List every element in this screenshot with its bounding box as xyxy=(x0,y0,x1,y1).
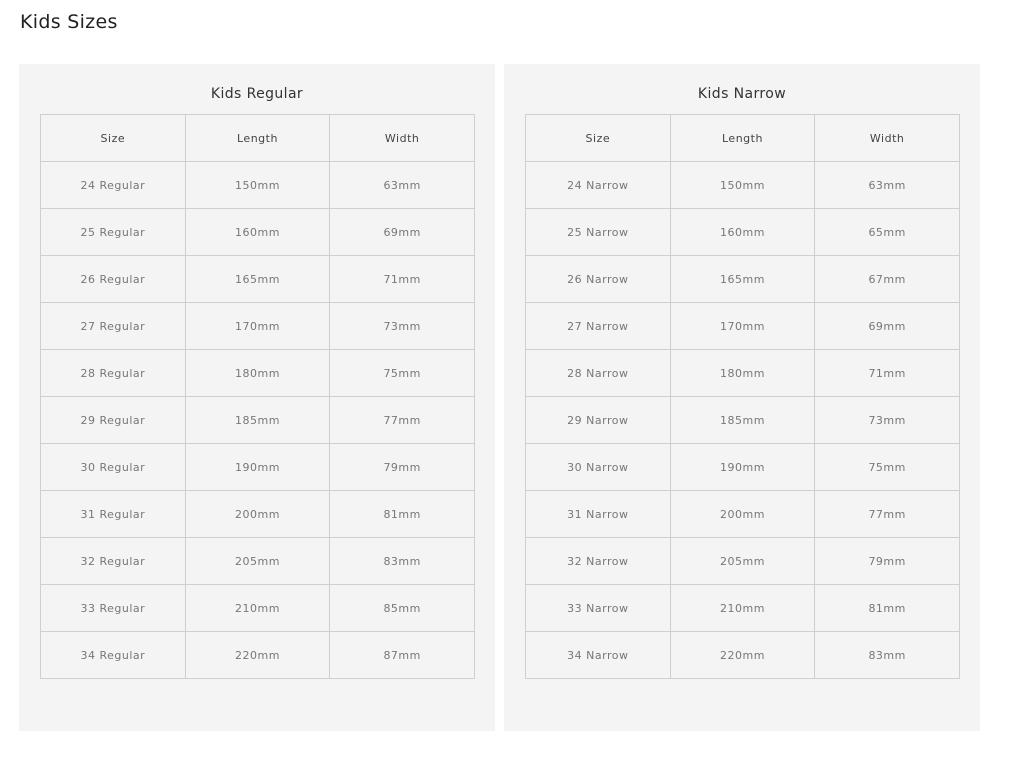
cell-width: 77mm xyxy=(815,491,960,538)
table-row xyxy=(41,303,475,350)
cell-length: 150mm xyxy=(670,162,815,209)
cell-width: 83mm xyxy=(815,632,960,679)
table-header-row xyxy=(526,115,960,162)
cell-length: 210mm xyxy=(670,585,815,632)
cell-width: 67mm xyxy=(815,256,960,303)
cell-length: 165mm xyxy=(185,256,330,303)
cell-size: 32 Narrow xyxy=(526,538,671,585)
cell-width: 71mm xyxy=(330,256,475,303)
table-row xyxy=(41,256,475,303)
table-row xyxy=(526,256,960,303)
kids-narrow-panel xyxy=(504,64,980,731)
table-row xyxy=(526,397,960,444)
cell-size: 26 Narrow xyxy=(526,256,671,303)
kids-regular-table xyxy=(40,114,475,679)
cell-size: 27 Narrow xyxy=(526,303,671,350)
cell-length: 190mm xyxy=(185,444,330,491)
cell-width: 65mm xyxy=(815,209,960,256)
cell-size: 34 Regular xyxy=(41,632,186,679)
cell-size: 32 Regular xyxy=(41,538,186,585)
cell-size: 31 Regular xyxy=(41,491,186,538)
cell-size: 24 Regular xyxy=(41,162,186,209)
cell-width: 81mm xyxy=(815,585,960,632)
cell-length: 185mm xyxy=(185,397,330,444)
table-row xyxy=(41,209,475,256)
column-header-size: Size xyxy=(41,115,186,162)
table-row xyxy=(41,538,475,585)
cell-width: 63mm xyxy=(815,162,960,209)
cell-width: 85mm xyxy=(330,585,475,632)
table-header-row xyxy=(41,115,475,162)
cell-length: 180mm xyxy=(185,350,330,397)
cell-width: 81mm xyxy=(330,491,475,538)
cell-width: 73mm xyxy=(330,303,475,350)
cell-length: 150mm xyxy=(185,162,330,209)
cell-size: 30 Regular xyxy=(41,444,186,491)
kids-narrow-title: Kids Narrow xyxy=(697,86,787,102)
cell-width: 63mm xyxy=(330,162,475,209)
kids-regular-title: Kids Regular xyxy=(210,86,304,102)
cell-size: 28 Regular xyxy=(41,350,186,397)
cell-width: 77mm xyxy=(330,397,475,444)
table-row xyxy=(526,350,960,397)
column-header-width: Width xyxy=(330,115,475,162)
table-row xyxy=(526,444,960,491)
cell-length: 220mm xyxy=(670,632,815,679)
cell-length: 200mm xyxy=(670,491,815,538)
cell-width: 69mm xyxy=(815,303,960,350)
cell-length: 160mm xyxy=(670,209,815,256)
table-row xyxy=(41,491,475,538)
cell-length: 200mm xyxy=(185,491,330,538)
cell-length: 170mm xyxy=(185,303,330,350)
cell-size: 26 Regular xyxy=(41,256,186,303)
column-header-width: Width xyxy=(815,115,960,162)
cell-size: 31 Narrow xyxy=(526,491,671,538)
cell-length: 165mm xyxy=(670,256,815,303)
cell-size: 33 Regular xyxy=(41,585,186,632)
cell-length: 190mm xyxy=(670,444,815,491)
cell-size: 24 Narrow xyxy=(526,162,671,209)
page-title: Kids Sizes xyxy=(20,11,118,33)
cell-length: 205mm xyxy=(185,538,330,585)
cell-width: 83mm xyxy=(330,538,475,585)
cell-size: 34 Narrow xyxy=(526,632,671,679)
table-row xyxy=(526,303,960,350)
table-row xyxy=(526,632,960,679)
table-row xyxy=(41,162,475,209)
kids-narrow-table xyxy=(525,114,960,679)
kids-regular-panel xyxy=(19,64,495,731)
cell-size: 29 Narrow xyxy=(526,397,671,444)
cell-size: 25 Regular xyxy=(41,209,186,256)
cell-width: 79mm xyxy=(330,444,475,491)
cell-length: 180mm xyxy=(670,350,815,397)
table-row xyxy=(41,444,475,491)
table-row xyxy=(526,491,960,538)
cell-length: 160mm xyxy=(185,209,330,256)
cell-length: 220mm xyxy=(185,632,330,679)
cell-size: 33 Narrow xyxy=(526,585,671,632)
cell-width: 75mm xyxy=(330,350,475,397)
column-header-size: Size xyxy=(526,115,671,162)
cell-width: 75mm xyxy=(815,444,960,491)
cell-length: 205mm xyxy=(670,538,815,585)
table-row xyxy=(526,538,960,585)
cell-width: 71mm xyxy=(815,350,960,397)
table-row xyxy=(526,162,960,209)
cell-size: 29 Regular xyxy=(41,397,186,444)
cell-length: 170mm xyxy=(670,303,815,350)
cell-size: 25 Narrow xyxy=(526,209,671,256)
cell-size: 30 Narrow xyxy=(526,444,671,491)
column-header-length: Length xyxy=(185,115,330,162)
cell-size: 27 Regular xyxy=(41,303,186,350)
cell-width: 73mm xyxy=(815,397,960,444)
cell-size: 28 Narrow xyxy=(526,350,671,397)
cell-length: 210mm xyxy=(185,585,330,632)
cell-width: 87mm xyxy=(330,632,475,679)
table-row xyxy=(41,397,475,444)
table-row xyxy=(41,350,475,397)
table-row xyxy=(41,585,475,632)
table-row xyxy=(526,209,960,256)
cell-width: 69mm xyxy=(330,209,475,256)
column-header-length: Length xyxy=(670,115,815,162)
table-row xyxy=(526,585,960,632)
table-row xyxy=(41,632,475,679)
cell-length: 185mm xyxy=(670,397,815,444)
cell-width: 79mm xyxy=(815,538,960,585)
